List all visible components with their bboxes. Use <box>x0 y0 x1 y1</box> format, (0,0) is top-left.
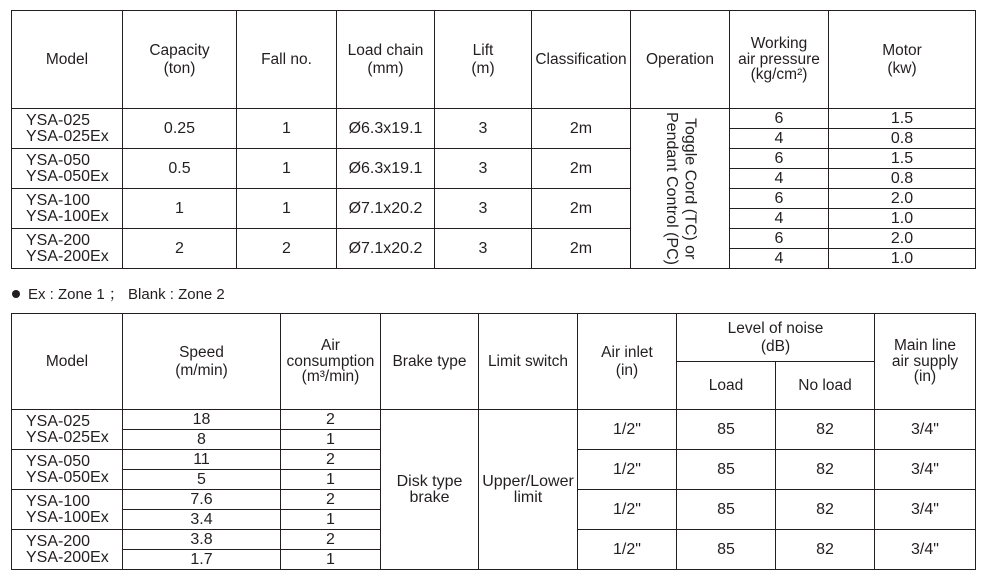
t2-header-air: Air consumption (m³/min) <box>281 314 381 410</box>
t2-air: 2 <box>281 490 381 510</box>
t1-chain: Ø6.3x19.1 <box>337 109 435 149</box>
t2-load: 85 <box>677 450 776 490</box>
t1-row-1a <box>12 109 976 129</box>
t2-model: YSA-100 YSA-100Ex <box>12 490 123 530</box>
t1-header-capacity: Capacity (ton) <box>123 11 237 109</box>
t2-noload: 82 <box>776 450 875 490</box>
t1-capacity: 0.5 <box>123 149 237 189</box>
t1-capacity: 2 <box>123 229 237 269</box>
t2-speed: 3.4 <box>123 510 281 530</box>
t1-pressure: 6 <box>730 109 829 129</box>
t1-header-motor: Motor (kw) <box>829 11 976 109</box>
t1-pressure: 6 <box>730 149 829 169</box>
t2-limit: Upper/Lower limit <box>479 410 578 570</box>
t2-header-speed: Speed (m/min) <box>123 314 281 410</box>
t1-model: YSA-050 YSA-050Ex <box>12 149 123 189</box>
t1-pressure: 4 <box>730 129 829 149</box>
t2-air: 2 <box>281 410 381 430</box>
t2-inlet: 1/2" <box>578 530 677 570</box>
t2-speed: 11 <box>123 450 281 470</box>
bullet-icon <box>12 290 20 298</box>
t1-header-model: Model <box>12 11 123 109</box>
t1-pressure: 4 <box>730 169 829 189</box>
t2-inlet: 1/2" <box>578 450 677 490</box>
t1-header-chain: Load chain (mm) <box>337 11 435 109</box>
t1-classification: 2m <box>532 229 631 269</box>
t2-model: YSA-050 YSA-050Ex <box>12 450 123 490</box>
t1-lift: 3 <box>435 229 532 269</box>
t1-fall: 1 <box>237 149 337 189</box>
t1-motor: 0.8 <box>829 169 976 189</box>
t2-air: 2 <box>281 450 381 470</box>
t2-header-load: Load <box>677 362 776 410</box>
t2-air: 1 <box>281 470 381 490</box>
t1-header-lift: Lift (m) <box>435 11 532 109</box>
t2-speed: 7.6 <box>123 490 281 510</box>
t2-noload: 82 <box>776 530 875 570</box>
t1-motor: 2.0 <box>829 189 976 209</box>
t2-header-brake: Brake type <box>381 314 479 410</box>
t2-supply: 3/4" <box>875 490 976 530</box>
operation-vertical-text: Toggle Cord (TC) or Pendant Control (PC) <box>663 112 699 265</box>
spec-table-1 <box>11 10 976 269</box>
t1-classification: 2m <box>532 109 631 149</box>
t2-load: 85 <box>677 410 776 450</box>
t1-chain: Ø7.1x20.2 <box>337 229 435 269</box>
t1-model: YSA-200 YSA-200Ex <box>12 229 123 269</box>
t1-motor: 2.0 <box>829 229 976 249</box>
t1-lift: 3 <box>435 109 532 149</box>
t2-speed: 1.7 <box>123 550 281 570</box>
t1-row-3a <box>12 189 976 209</box>
t1-pressure: 6 <box>730 189 829 209</box>
t1-fall: 2 <box>237 229 337 269</box>
t1-row-2a <box>12 149 976 169</box>
t2-air: 1 <box>281 430 381 450</box>
t1-header-pressure: Working air pressure (kg/cm²) <box>730 11 829 109</box>
t1-fall: 1 <box>237 109 337 149</box>
t2-speed: 8 <box>123 430 281 450</box>
t1-model: YSA-025 YSA-025Ex <box>12 109 123 149</box>
t1-lift: 3 <box>435 149 532 189</box>
spec-table-2 <box>11 313 976 570</box>
t1-header-operation: Operation <box>631 11 730 109</box>
t2-air: 1 <box>281 510 381 530</box>
t2-model: YSA-025 YSA-025Ex <box>12 410 123 450</box>
t1-motor: 1.5 <box>829 109 976 129</box>
t2-air: 1 <box>281 550 381 570</box>
t2-inlet: 1/2" <box>578 490 677 530</box>
t1-pressure: 6 <box>730 229 829 249</box>
t2-load: 85 <box>677 490 776 530</box>
t2-speed: 5 <box>123 470 281 490</box>
t1-classification: 2m <box>532 149 631 189</box>
t2-brake: Disk type brake <box>381 410 479 570</box>
t2-speed: 3.8 <box>123 530 281 550</box>
t2-header-noise: Level of noise (dB) <box>677 314 875 362</box>
t1-pressure: 4 <box>730 249 829 269</box>
t2-inlet: 1/2" <box>578 410 677 450</box>
t2-noload: 82 <box>776 410 875 450</box>
t2-air: 2 <box>281 530 381 550</box>
t2-header-inlet: Air inlet (in) <box>578 314 677 410</box>
t1-model: YSA-100 YSA-100Ex <box>12 189 123 229</box>
t1-capacity: 1 <box>123 189 237 229</box>
t1-chain: Ø6.3x19.1 <box>337 149 435 189</box>
t2-header-limit: Limit switch <box>479 314 578 410</box>
t1-motor: 1.5 <box>829 149 976 169</box>
t2-row-1a <box>12 410 976 430</box>
zone-note-text: Ex : Zone 1 ； Blank : Zone 2 <box>28 286 225 303</box>
t1-chain: Ø7.1x20.2 <box>337 189 435 229</box>
t2-supply: 3/4" <box>875 530 976 570</box>
t1-row-4a <box>12 229 976 249</box>
t1-classification: 2m <box>532 189 631 229</box>
t1-capacity: 0.25 <box>123 109 237 149</box>
t1-lift: 3 <box>435 189 532 229</box>
t2-supply: 3/4" <box>875 450 976 490</box>
t1-motor: 1.0 <box>829 249 976 269</box>
t1-fall: 1 <box>237 189 337 229</box>
table2-header-row-1 <box>12 314 976 362</box>
t1-motor: 0.8 <box>829 129 976 149</box>
t1-pressure: 4 <box>730 209 829 229</box>
t2-load: 85 <box>677 530 776 570</box>
t1-operation <box>631 109 730 269</box>
t2-header-model: Model <box>12 314 123 410</box>
t2-header-noload: No load <box>776 362 875 410</box>
t2-supply: 3/4" <box>875 410 976 450</box>
t2-noload: 82 <box>776 490 875 530</box>
t2-model: YSA-200 YSA-200Ex <box>12 530 123 570</box>
zone-note <box>12 283 225 304</box>
t1-motor: 1.0 <box>829 209 976 229</box>
table1-header-row <box>12 11 976 109</box>
t2-speed: 18 <box>123 410 281 430</box>
t1-header-classification: Classification <box>532 11 631 109</box>
t2-header-supply: Main line air supply (in) <box>875 314 976 410</box>
t1-header-fall: Fall no. <box>237 11 337 109</box>
